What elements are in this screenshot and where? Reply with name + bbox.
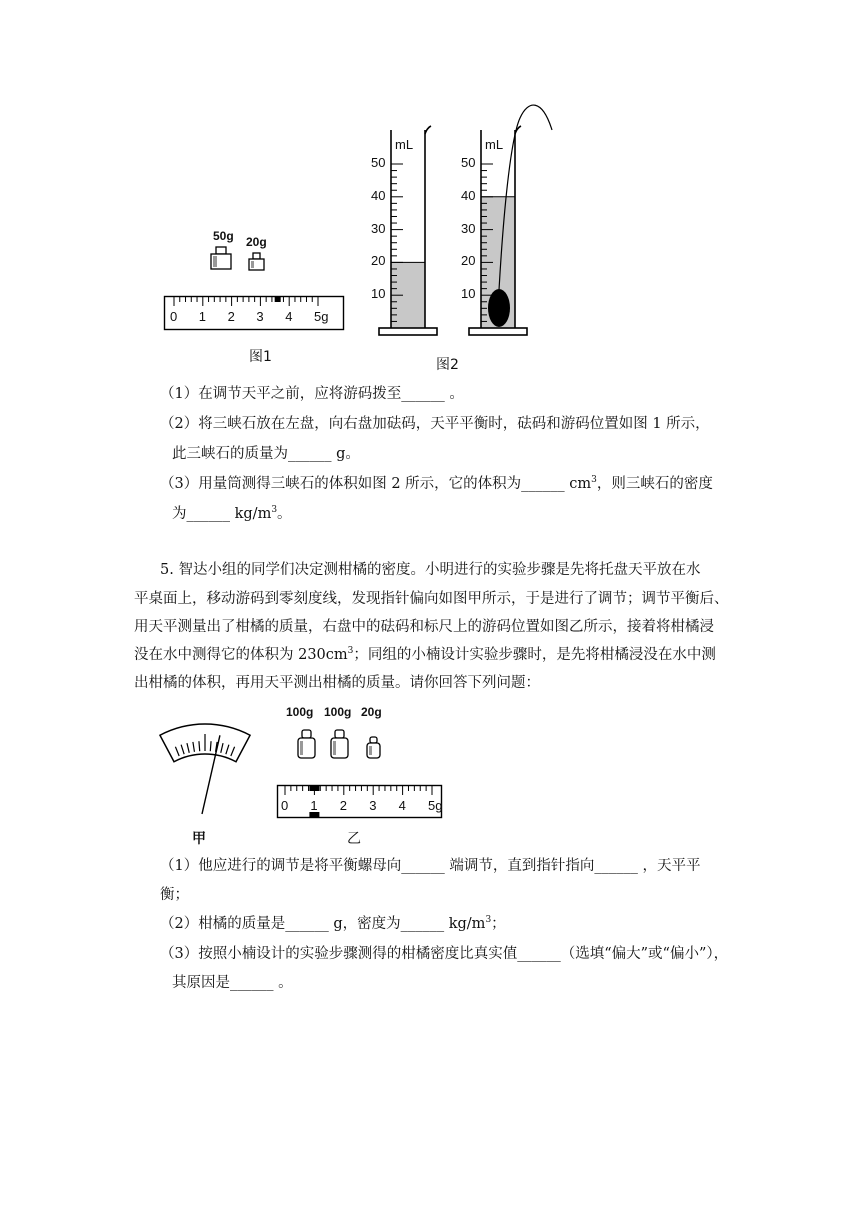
dial-tick bbox=[199, 741, 200, 751]
q4-part-3-unit-sup: 3 bbox=[271, 505, 278, 516]
beam-scale-2 bbox=[277, 785, 442, 818]
dial-tick bbox=[210, 741, 211, 751]
scale-number: 5g bbox=[314, 309, 329, 324]
figure-yi-caption: 乙 bbox=[347, 831, 361, 847]
scale-number: 4 bbox=[398, 798, 406, 813]
scale-number: 2 bbox=[339, 798, 348, 813]
q5-line-5: 出柑橘的体积，再用天平测出柑橘的质量。请你回答下列问题： bbox=[134, 675, 540, 691]
q5-line-4-text-a: 没在水中测得它的体积为 230cm bbox=[134, 647, 348, 663]
q5-line-4-sup: 3 bbox=[347, 646, 354, 657]
scale-number: 4 bbox=[285, 309, 293, 324]
cylinder-1-number: 10 bbox=[371, 286, 386, 302]
q4-part-3-unit-text: 为______ kg/m bbox=[172, 506, 272, 522]
q4-part-3-text-a: （3）用量筒测得三峡石的体积如图 2 所示，它的体积为______ cm bbox=[160, 476, 592, 492]
q5-line-1: 5. 智达小组的同学们决定测柑橘的密度。小明进行的实验步骤是先将托盘天平放在水 bbox=[160, 562, 701, 578]
weight-label-20g: 20g bbox=[361, 705, 382, 719]
q5-part-2 bbox=[160, 914, 506, 934]
cylinder-2-number: 20 bbox=[461, 253, 476, 269]
rider-mark bbox=[275, 296, 281, 302]
q4-part-3-text-b: ，则三峡石的密度 bbox=[596, 476, 713, 492]
cylinder-1-number: 50 bbox=[371, 155, 386, 170]
q4-part-3-sup: 3 bbox=[591, 475, 597, 486]
scale-number: 0 bbox=[281, 798, 289, 813]
q5-part-1-line-1: （1）他应进行的调节是将平衡螺母向______ 端调节，直到指针指向______ ，天平平 bbox=[160, 858, 701, 874]
q4-part-3-line-1 bbox=[160, 474, 713, 494]
scale-number: 0 bbox=[170, 309, 178, 324]
cylinder-2-number: 40 bbox=[461, 187, 476, 203]
weights-icon-yi bbox=[290, 724, 390, 766]
q5-line-4 bbox=[134, 645, 716, 665]
cylinder-1-number: 40 bbox=[371, 187, 386, 203]
cylinder-base bbox=[379, 328, 437, 335]
cylinder-2-number: 50 bbox=[461, 155, 476, 170]
q4-part-1: （1）在调节天平之前，应将游码拨至______ 。 bbox=[160, 386, 464, 402]
q5-part-2-text: （2）柑橘的质量是______ g，密度为______ kg/m bbox=[160, 916, 486, 932]
scale-number: 2 bbox=[227, 309, 235, 324]
cylinder-1-unit: mL bbox=[395, 137, 414, 152]
stone-icon bbox=[488, 289, 510, 327]
weight-label-100g-a: 100g bbox=[286, 705, 314, 719]
q5-part-3-line-1: （3）按照小楠设计的实验步骤测得的柑橘密度比真实值______（选填“偏大”或“偏小”）， bbox=[160, 946, 729, 962]
scale-number: 5g bbox=[428, 798, 443, 813]
scale-number: 1 bbox=[310, 798, 318, 813]
figure-1-caption: 图1 bbox=[249, 349, 272, 365]
figure-2-caption: 图2 bbox=[436, 357, 459, 373]
q4-part-3-end: 。 bbox=[277, 506, 292, 522]
cylinder-2-number: 10 bbox=[461, 286, 476, 302]
cylinder-2-unit: mL bbox=[485, 137, 504, 152]
cylinder-1-number: 20 bbox=[371, 253, 386, 269]
cylinder-2-number: 30 bbox=[461, 220, 476, 236]
weight-label-50g: 50g bbox=[213, 229, 234, 243]
cylinder-1-number: 30 bbox=[371, 220, 386, 236]
cylinder-base bbox=[469, 328, 527, 335]
q5-line-3: 用天平测量出了柑橘的质量，右盘中的砝码和标尺上的游码位置如图乙所示，接着将柑橘浸 bbox=[134, 619, 714, 635]
weights-icon bbox=[200, 240, 280, 280]
scale-number: 3 bbox=[256, 309, 264, 324]
rider-mark-top bbox=[309, 785, 319, 791]
scale-number: 3 bbox=[369, 798, 377, 813]
q5-line-2: 平桌面上，移动游码到零刻度线，发现指针偏向如图甲所示，于是进行了调节；调节平衡后、 bbox=[134, 591, 729, 607]
q5-part-2-sup: 3 bbox=[485, 915, 492, 926]
pointer-dial bbox=[150, 712, 260, 822]
q5-part-1-line-2: 衡； bbox=[160, 887, 189, 903]
scale-number: 1 bbox=[198, 309, 207, 324]
cylinder-spout bbox=[425, 126, 431, 134]
q5-part-3-line-2: 其原因是______ 。 bbox=[172, 975, 293, 991]
figure-jia-caption: 甲 bbox=[192, 831, 206, 847]
weight-label-20g: 20g bbox=[246, 235, 267, 249]
q5-line-4-text-b: ；同组的小楠设计实验步骤时，是先将柑橘浸没在水中测 bbox=[353, 647, 716, 663]
q4-part-3-line-2 bbox=[172, 504, 292, 524]
q4-part-2-line-2: 此三峡石的质量为______ g。 bbox=[172, 446, 360, 462]
q4-part-2-line-1: （2）将三峡石放在左盘，向右盘加砝码，天平平衡时，砝码和游码位置如图 1 所示， bbox=[160, 416, 710, 432]
weight-label-100g-b: 100g bbox=[324, 705, 352, 719]
q5-part-2-end: ； bbox=[491, 916, 506, 932]
